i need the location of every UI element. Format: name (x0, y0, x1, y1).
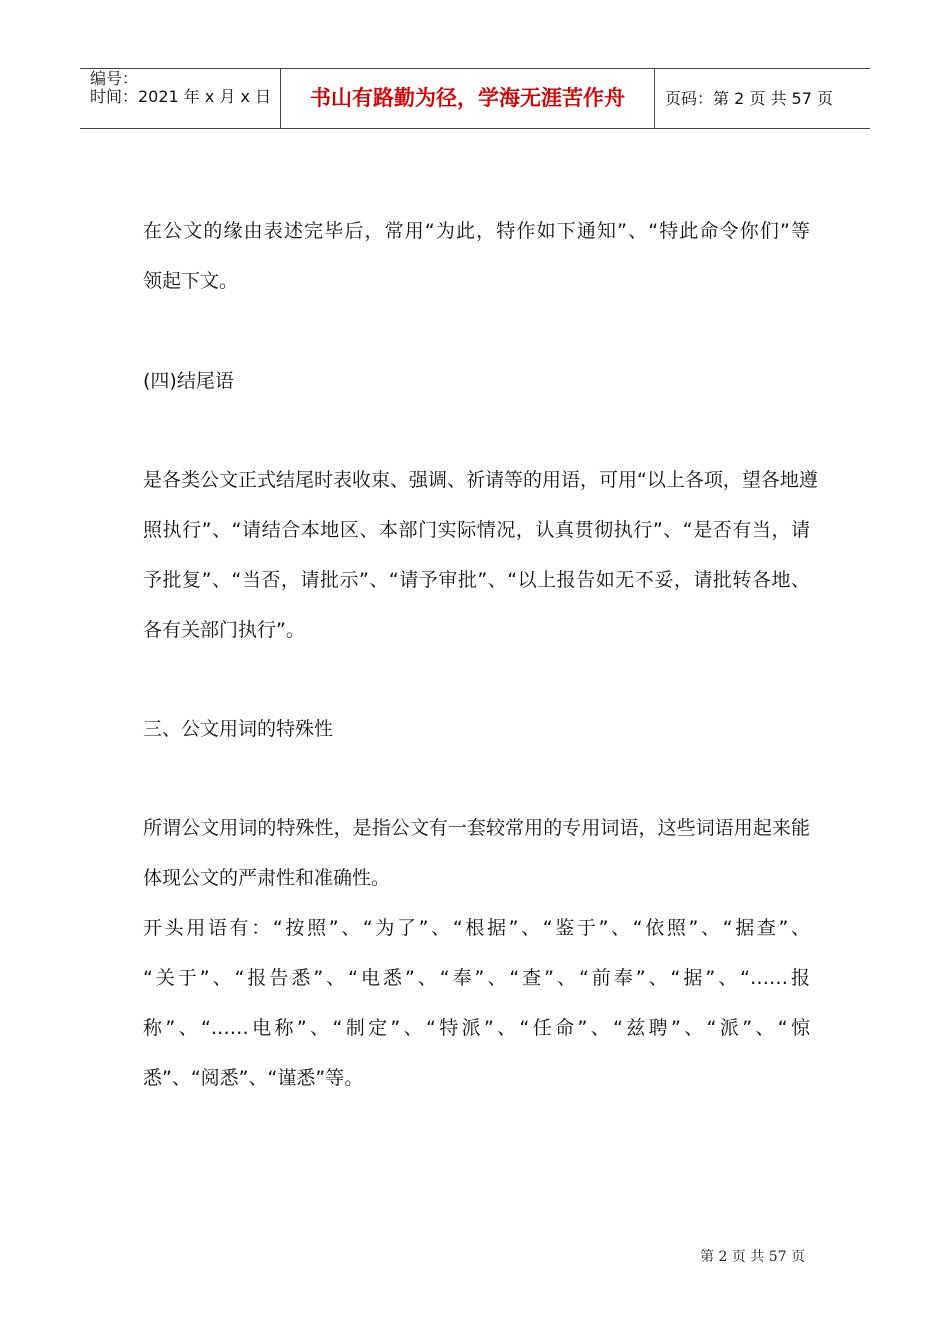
paragraph-line: 在公文的缘由表述完毕后，常用“为此，特作如下通知”、“特此命令你们”等 (143, 220, 810, 242)
time-label: 时间：2021 年 x 月 x 日 (90, 87, 272, 106)
page-header (80, 68, 870, 129)
number-label: 编号： (90, 69, 139, 88)
paragraph-line: 照执行”、“请结合本地区、本部门实际情况，认真贯彻执行”、“是否有当，请 (143, 519, 810, 541)
paragraph-line: 领起下文。 (143, 270, 239, 292)
section-heading-closing (143, 356, 810, 406)
heading-text: (四)结尾语 (143, 370, 234, 392)
paragraph-reasons (143, 206, 810, 306)
paragraph-line: 各有关部门执行”。 (143, 619, 305, 641)
section-heading-wording (143, 704, 810, 754)
paragraph-line: 称”、“……电称”、“制定”、“特派”、“任命”、“兹聘”、“派”、“惊 (143, 1017, 810, 1039)
header-meta (80, 69, 281, 128)
paragraph-line: 是各类公文正式结尾时表收束、强调、祈请等的用语，可用“以上各项，望各地遵 (143, 469, 818, 491)
page-footer: 第 2 页 共 57 页 (700, 1249, 805, 1265)
paragraph-line: 开头用语有：“按照”、“为了”、“根据”、“鉴于”、“依照”、“据查”、 (143, 917, 810, 939)
paragraph-line: 体现公文的严肃性和准确性。 (143, 867, 391, 889)
header-motto: 书山有路勤为径，学海无涯苦作舟 (281, 69, 655, 128)
paragraph-line: 予批复”、“当否，请批示”、“请予审批”、“以上报告如无不妥，请批转各地、 (143, 569, 810, 591)
heading-text: 三、公文用词的特殊性 (143, 718, 334, 740)
paragraph-closing (143, 455, 818, 655)
paragraph-wording (143, 803, 810, 903)
paragraph-line: “关于”、“报告悉”、“电悉”、“奉”、“查”、“前奉”、“据”、“……报 (143, 967, 810, 989)
paragraph-opening-terms (143, 903, 810, 1103)
paragraph-line: 所谓公文用词的特殊性，是指公文有一套较常用的专用词语，这些词语用起来能 (143, 817, 810, 839)
paragraph-line: 悉”、“阅悉”、“谨悉”等。 (143, 1067, 364, 1089)
header-page-info: 页码：第 2 页 共 57 页 (665, 89, 833, 108)
